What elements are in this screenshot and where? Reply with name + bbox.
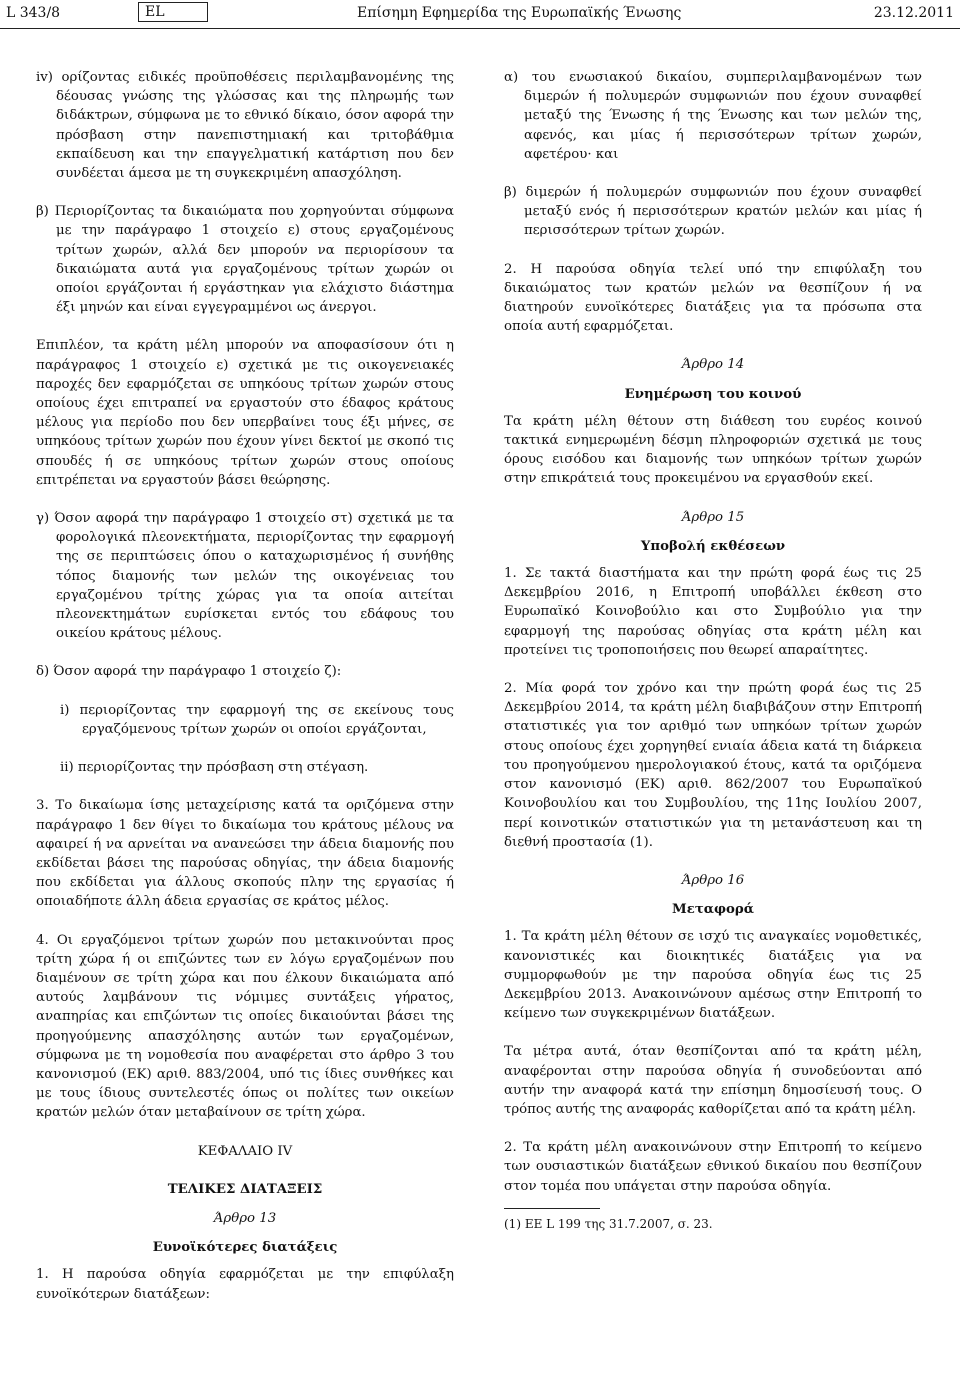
article-number: Άρθρο 13: [213, 1210, 277, 1226]
paragraph: ii) περιορίζοντας την πρόσβαση στη στέγαση.: [60, 760, 369, 776]
paragraph: 2. Μία φορά τον χρόνο και την πρώτη φορά έως τις 25 Δεκεμβρίου 2014, τα κράτη μέλη διαβιβάζουν στην Επιτροπή στατιστικές για τον αριθμό των υπηκόων τρίτων χωρών στους οποίους έχει χορηγηθεί ενιαία άδεια κατά τη διάρκεια του προηγούμενου ημερολογιακού έτους, κατά τα οριζόμενα στον κανονισμό (ΕΚ) αριθ. 862/2007 του Ευρωπαϊκού Κοινοβουλίου και του Συμβουλίου, της 11ης Ιουλίου 2007, περί κοινοτικών στατιστικών για τη μετανάστευση και τη διεθνή προστασία (1).: [504, 681, 922, 850]
paragraph: i) περιορίζοντας την εφαρμογή της σε εκείνους τους εργαζόμενους τρίτων χωρών οι οποίοι εργάζονται,: [60, 702, 454, 737]
chapter-title: ΤΕΛΙΚΕΣ ΔΙΑΤΑΞΕΙΣ: [167, 1181, 323, 1197]
paragraph: β) διμερών ή πολυμερών συμφωνιών που έχουν συναφθεί μεταξύ ενός ή περισσότερων κρατών μελών και μίας ή περισσότερων τρίτων χωρών.: [504, 185, 922, 239]
article-title: Υποβολή εκθέσεων: [640, 538, 786, 554]
paragraph: Τα μέτρα αυτά, όταν θεσπίζονται από τα κράτη μέλη, αναφέρονται στην παρούσα οδηγία ή συνοδεύονται από αυτήν την αναφορά κατά την επίσημη δημοσίευσή τους. Ο τρόπος αυτής της αναφοράς καθορίζεται από τα κράτη μέλη.: [504, 1044, 922, 1117]
chapter-number: ΚΕΦΑΛΑΙΟ IV: [197, 1143, 293, 1159]
left-column: [36, 68, 454, 1304]
paragraph: 2. Τα κράτη μέλη ανακοινώνουν στην Επιτροπή το κείμενο των ουσιαστικών διατάξεων εθνικού δικαίου που θεσπίζουν στον τομέα που υπάγεται στην παρούσα οδηγία.: [504, 1140, 922, 1194]
paragraph: 2. Η παρούσα οδηγία τελεί υπό την επιφύλαξη του δικαιώματος των κρατών μελών να θεσπίζουν ή να διατηρούν ευνοϊκότερες διατάξεις για τα πρόσωπα στα οποία αυτή εφαρμόζεται.: [504, 261, 922, 335]
paragraph: β) Περιορίζοντας τα δικαιώματα που χορηγούνται σύμφωνα με την παράγραφο 1 στοιχείο ε) στους εργαζομένους τρίτων χωρών, αλλά δεν μπορούν να περιορίσουν τα δικαιώματα αυτά για εργαζομένους τρίτων χωρών οι οποίοι εργάζονται ή εργάστηκαν για ελάχιστο διάστημα έξι μηνών και είναι εγγεγραμμένοι ως άνεργοι.: [36, 204, 454, 316]
paragraph: γ) Όσον αφορά την παράγραφο 1 στοιχείο στ) σχετικά με τα φορολογικά πλεονεκτήματα, περιορίζοντας την εφαρμογή της σε περιπτώσεις όπου ο καταχωρισμένος ή συνήθης τόπος διαμονής των μελών της οικογένειας του εργαζομένου τρίτης χώρας για τα οποία αιτείται πλεονεκτημάτων ευρίσκεται εντός του εδάφους του οικείου κράτους μέλους.: [36, 511, 454, 642]
paragraph: 1. Σε τακτά διαστήματα και την πρώτη φορά έως τις 25 Δεκεμβρίου 2016, η Επιτροπή υποβάλλει έκθεση στο Ευρωπαϊκό Κοινοβούλιο και στο Συμβούλιο για την εφαρμογή της παρούσας οδηγίας στα κράτη μέλη και προτείνει τις τροποποιήσεις που θεωρεί απαραίτητες.: [504, 566, 922, 658]
journal-title: Επίσημη Εφημερίδα της Ευρωπαϊκής Ένωσης: [357, 5, 682, 21]
article-number: Άρθρο 14: [681, 357, 745, 373]
paragraph: α) του ενωσιακού δικαίου, συμπεριλαμβανομένων των διμερών ή πολυμερών συμφωνιών που έχουν συναφθεί μεταξύ της Ένωσης ή της Ένωσης και των μελών της, αφενός, και μίας ή περισσότερων τρίτων χωρών, αφετέρου· και: [504, 70, 922, 162]
page-header: [0, 0, 960, 29]
paragraph: iv) ορίζοντας ειδικές προϋποθέσεις περιλαμβανομένης της δέουσας γνώσης της γλώσσας και της πληρωμής των διδάκτρων, σύμφωνα με το εθνικό δίκαιο, όσον αφορά την πρόσβαση στην πανεπιστημιακή και τριτοβάθμια εκπαίδευση και την επαγγελματική κατάρτιση που δεν συνδέεται άμεσα με τη συγκεκριμένη απασχόληση.: [36, 70, 454, 182]
right-column: [504, 68, 922, 1234]
paragraph: 1. Η παρούσα οδηγία εφαρμόζεται με την επιφύλαξη ευνοϊκότερων διατάξεων:: [36, 1267, 454, 1302]
language-badge: EL: [138, 2, 208, 22]
paragraph: Επιπλέον, τα κράτη μέλη μπορούν να αποφασίσουν ότι η παράγραφος 1 στοιχείο ε) σχετικά με τις οικογενειακές παροχές δεν εφαρμόζεται σε υπηκόους τρίτων χωρών στους οποίους έχει επιτραπεί να εργαστούν στο έδαφος κράτους μέλους για περίοδο που δεν υπερβαίνει τους έξι μήνες, σε υπηκόους τρίτων χωρών που έχουν γίνει δεκτοί με σκοπό τις σπουδές ή σε υπηκόους τρίτων χωρών στους οποίους επιτρέπεται να εργαστούν βάσει θεώρησης.: [36, 338, 454, 488]
paragraph: 4. Οι εργαζόμενοι τρίτων χωρών που μετακινούνται προς τρίτη χώρα ή οι επιζώντες των εν λόγω εργαζομένων που διαμένουν σε τρίτη χώρα και που έλκουν δικαιώματα από αυτούς λαμβάνουν τις νόμιμες συντάξεις γήρατος, αναπηρίας και επιζώντων τις οποίες δικαιούνται βάσει της προηγούμενης απασχόλησης αυτών των εργαζομένων, σύμφωνα με τη νομοθεσία που αναφέρεται στο άρθρο 3 του κανονισμού (ΕΚ) αριθ. 883/2004, υπό τις ίδιες συνθήκες και με τους ίδιους συντελεστές όπως οι πολίτες των οικείων κρατών μελών όταν μεταβαίνουν σε τρίτη χώρα.: [36, 932, 454, 1121]
article-title: Μεταφορά: [672, 902, 754, 918]
paragraph: δ) Όσον αφορά την παράγραφο 1 στοιχείο ζ):: [36, 664, 342, 680]
footnote-separator: [504, 1208, 600, 1209]
article-number: Άρθρο 16: [681, 872, 745, 888]
article-title: Ενημέρωση του κοινού: [624, 386, 802, 402]
paragraph: Τα κράτη μέλη θέτουν στη διάθεση του ευρέος κοινού τακτικά ενημερωμένη δέσμη πληροφοριών σχετικά με τους όρους εισόδου και διαμονής των υπηκόων τρίτων χωρών στην επικράτειά τους προκειμένου να εργασθούν εκεί.: [504, 413, 922, 487]
article-number: Άρθρο 15: [681, 509, 745, 525]
page-number: L 343/8: [6, 5, 61, 21]
article-title: Ευνοϊκότερες διατάξεις: [152, 1240, 338, 1256]
footnote: (1) ΕΕ L 199 της 31.7.2007, σ. 23.: [504, 1216, 713, 1231]
paragraph: 1. Τα κράτη μέλη θέτουν σε ισχύ τις αναγκαίες νομοθετικές, κανονιστικές και διοικητικές διατάξεις για να συμμορφωθούν με την παρούσα οδηγία έως τις 25 Δεκεμβρίου 2013. Ανακοινώνουν αμέσως στην Επιτροπή το κείμενο των συγκεκριμένων διατάξεων.: [504, 929, 922, 1022]
publication-date: 23.12.2011: [873, 5, 954, 21]
paragraph: 3. Το δικαίωμα ίσης μεταχείρισης κατά τα οριζόμενα στην παράγραφο 1 δεν θίγει το δικαίωμα του κράτους μέλους να αφαιρεί ή να αρνείται να ανανεώσει την άδεια διαμονής που εκδίδεται βάσει της παρούσας οδηγίας, την άδεια διαμονής που εκδίδεται για άλλους σκοπούς πλην της εργασίας ή οποιαδήποτε άλλη άδεια εργασίας σε κράτος μέλος.: [36, 798, 454, 910]
